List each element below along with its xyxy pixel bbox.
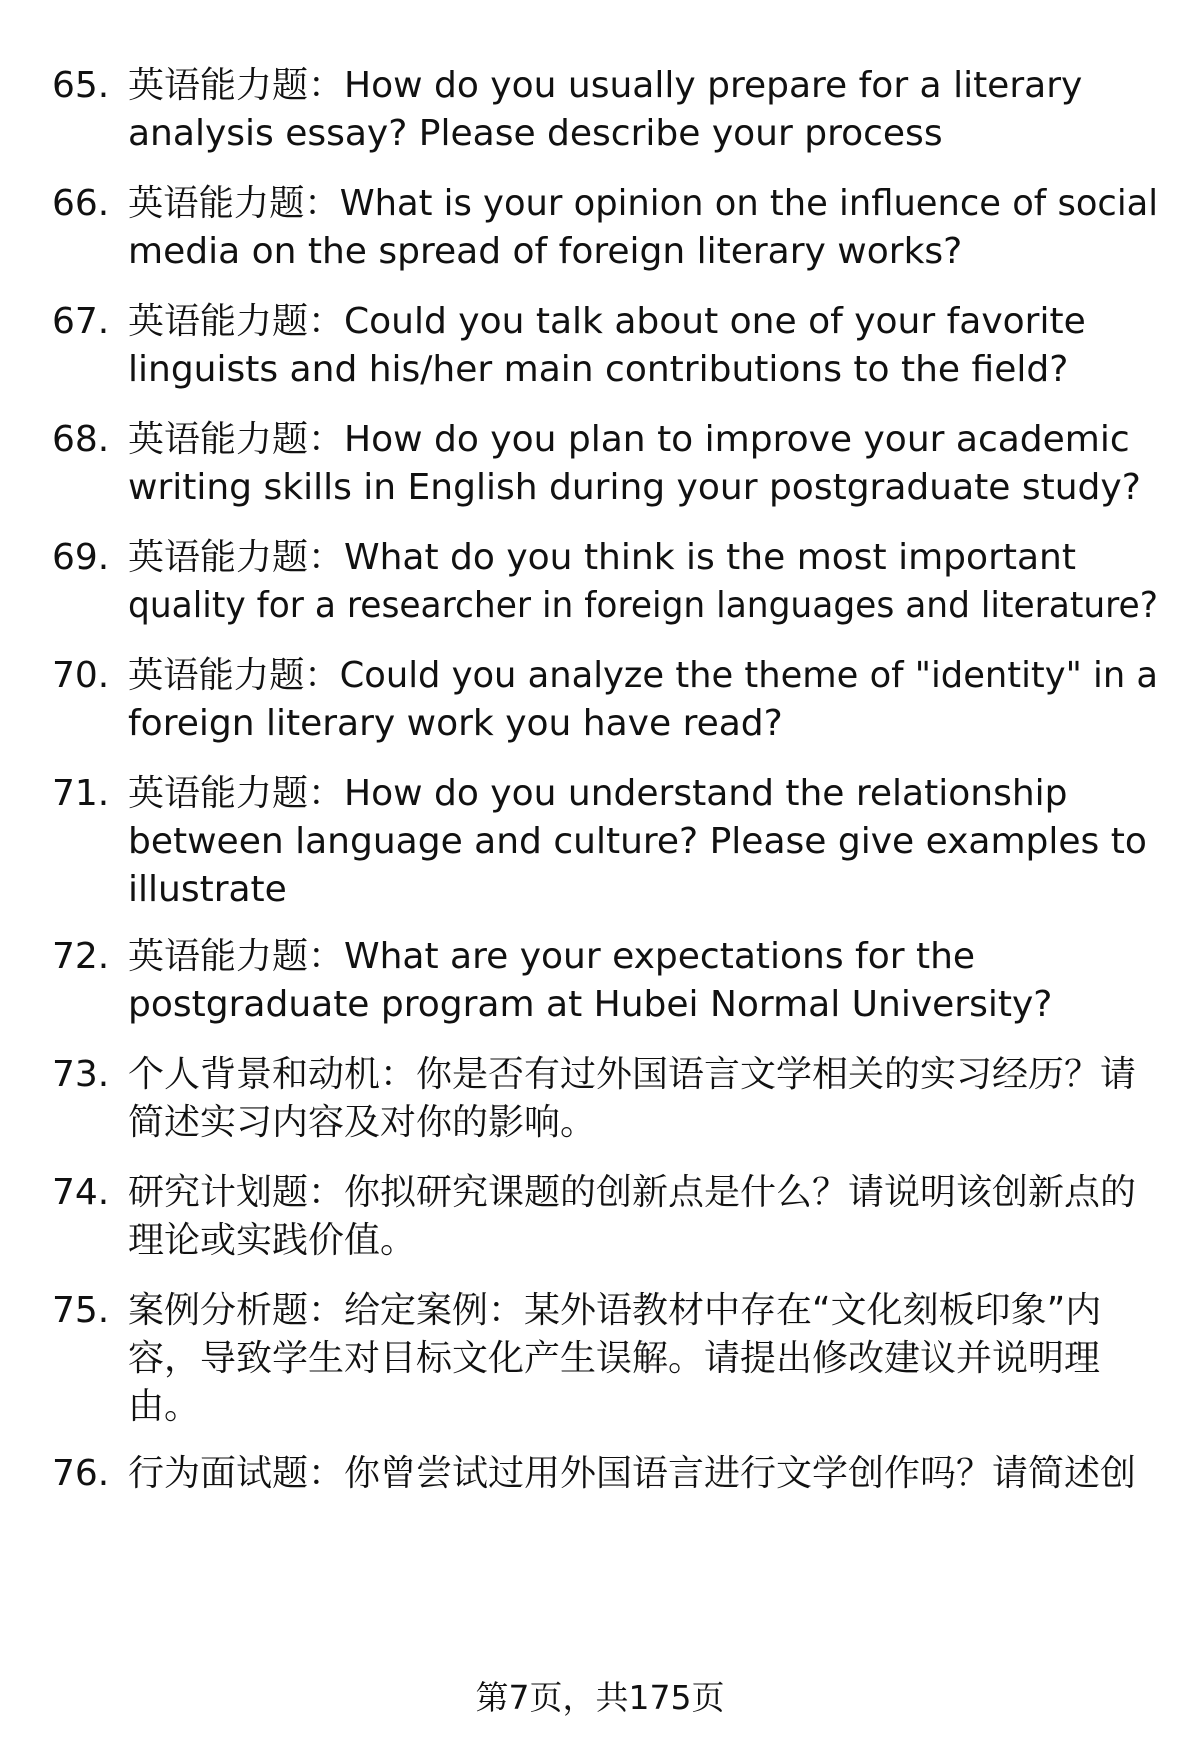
- question-text: [128, 770, 1158, 914]
- question-line: 容，导致学生对目标文化产生误解。请提出修改建议并说明理: [128, 1338, 1101, 1379]
- question-number: 66.: [52, 183, 110, 224]
- question-line: media on the spread of foreign literary works?: [128, 231, 963, 272]
- question-line: 案例分析题：给定案例：某外语教材中存在“文化刻板印象”内: [128, 1290, 1102, 1331]
- question-line: 简述实习内容及对你的影响。: [128, 1102, 597, 1143]
- question-text: [128, 1051, 1158, 1147]
- question-line: 理论或实践价值。: [128, 1220, 417, 1261]
- question-number: 71.: [52, 773, 110, 814]
- question-line: analysis essay? Please describe your process: [128, 113, 943, 154]
- question-line: linguists and his/her main contributions to the field?: [128, 349, 1069, 390]
- question-number: 72.: [52, 936, 110, 977]
- question-line: 英语能力题：What is your opinion on the influence of social: [128, 183, 1159, 224]
- question-number: 65.: [52, 65, 110, 106]
- question-text: [128, 1169, 1158, 1265]
- question-line: 英语能力题：How do you usually prepare for a literary: [128, 65, 1083, 106]
- question-text: [128, 933, 1158, 1029]
- question-line: 研究计划题：你拟研究课题的创新点是什么？请说明该创新点的: [128, 1172, 1137, 1213]
- question-number: 69.: [52, 537, 110, 578]
- question-line: 行为面试题：你曾尝试过用外国语言进行文学创作吗？请简述创: [128, 1453, 1137, 1494]
- question-text: [128, 298, 1158, 394]
- question-line: 英语能力题：What are your expectations for the: [128, 936, 976, 977]
- question-number: 76.: [52, 1453, 110, 1494]
- question-line: 英语能力题：Could you analyze the theme of "identity" in a: [128, 655, 1159, 696]
- question-line: 英语能力题：How do you plan to improve your academic: [128, 419, 1130, 460]
- question-text: [128, 534, 1158, 630]
- question-line: 英语能力题：How do you understand the relationship: [128, 773, 1068, 814]
- question-text: [128, 652, 1158, 748]
- question-number: 73.: [52, 1054, 110, 1095]
- question-line: between language and culture? Please give examples to: [128, 821, 1147, 862]
- question-text: [128, 180, 1158, 276]
- question-line: quality for a researcher in foreign languages and literature?: [128, 585, 1158, 626]
- question-text: [128, 416, 1158, 512]
- question-line: 由。: [128, 1386, 201, 1427]
- question-text: [128, 1450, 1158, 1498]
- question-line: 英语能力题：What do you think is the most important: [128, 537, 1076, 578]
- question-line: illustrate: [128, 869, 287, 910]
- question-text: [128, 62, 1158, 158]
- question-number: 68.: [52, 419, 110, 460]
- question-number: 67.: [52, 301, 110, 342]
- question-number: 75.: [52, 1290, 110, 1331]
- question-line: postgraduate program at Hubei Normal University?: [128, 984, 1053, 1025]
- question-number: 70.: [52, 655, 110, 696]
- question-line: 英语能力题：Could you talk about one of your favorite: [128, 301, 1086, 342]
- question-text: [128, 1287, 1158, 1431]
- page-footer: 第7页，共175页: [475, 1678, 725, 1717]
- question-line: foreign literary work you have read?: [128, 703, 783, 744]
- question-line: writing skills in English during your postgraduate study?: [128, 467, 1141, 508]
- question-number: 74.: [52, 1172, 110, 1213]
- question-line: 个人背景和动机：你是否有过外国语言文学相关的实习经历？请: [128, 1054, 1137, 1095]
